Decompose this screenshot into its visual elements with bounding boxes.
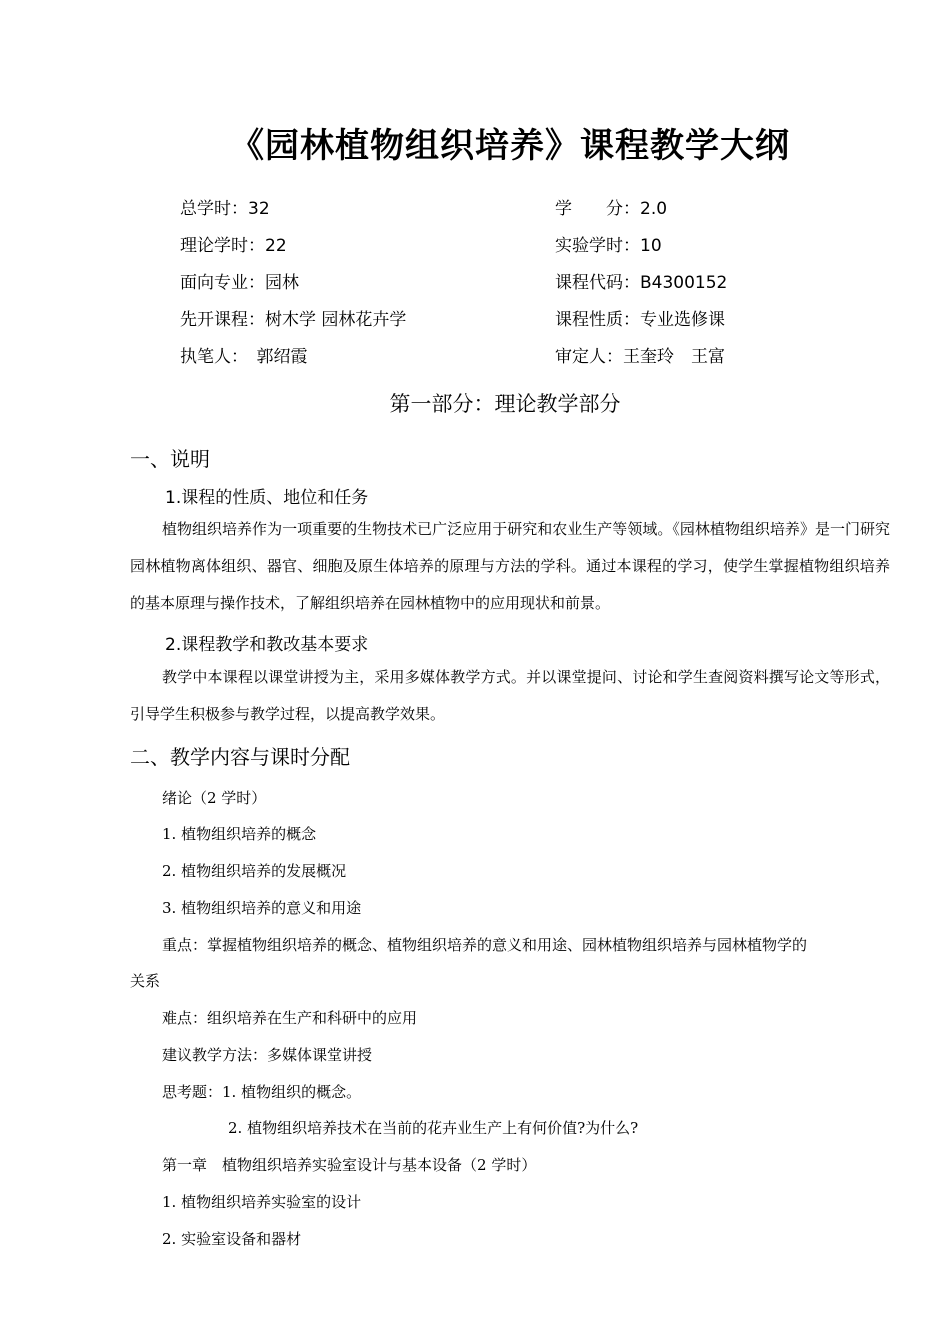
list-item: 3. 植物组织培养的意义和用途 (162, 899, 362, 917)
part1-title: 第一部分：理论教学部分 (389, 392, 621, 416)
key-point-continuation: 关系 (130, 972, 161, 990)
meta-credits: 学 分：2.0 (555, 199, 668, 219)
section1-heading: 一、说明 (130, 447, 210, 471)
question-1: 思考题：1. 植物组织的概念。 (162, 1083, 362, 1101)
section1-sub2: 2.课程教学和教改基本要求 (165, 635, 369, 655)
meta-course-code: 课程代码：B4300152 (555, 273, 728, 293)
chapter1-title: 第一章 植物组织培养实验室设计与基本设备（2 学时） (162, 1156, 537, 1174)
difficulty-line: 难点：组织培养在生产和科研中的应用 (162, 1009, 418, 1027)
list-item: 1. 植物组织培养的概念 (162, 825, 317, 843)
intro-line: 绪论（2 学时） (162, 789, 267, 807)
meta-reviewer: 审定人：王奎玲 王富 (555, 347, 725, 367)
list-item: 1. 植物组织培养实验室的设计 (162, 1193, 362, 1211)
meta-lab-hours: 实验学时：10 (555, 236, 662, 256)
section2-heading: 二、教学内容与课时分配 (130, 745, 350, 769)
question-2: 2. 植物组织培养技术在当前的花卉业生产上有何价值?为什么? (228, 1119, 639, 1137)
meta-course-type: 课程性质：专业选修课 (555, 310, 725, 330)
meta-major: 面向专业：园林 (180, 273, 299, 293)
list-item: 2. 植物组织培养的发展概况 (162, 862, 347, 880)
method-line: 建议教学方法：多媒体课堂讲授 (162, 1046, 373, 1064)
meta-theory-hours: 理论学时：22 (180, 236, 287, 256)
section1-para1: 植物组织培养作为一项重要的生物技术已广泛应用于研究和农业生产等领域。《园林植物组织培养》是一门研究园林植物离体组织、器官、细胞及原生体培养的原理与方法的学科。通过本课程的学习，使学生掌握植物组织培养的基本原理与操作技术，了解组织培养在园林植物中的应用现状和前景。 (130, 520, 890, 612)
meta-author: 执笔人： 郭绍霞 (180, 347, 308, 367)
meta-prerequisites: 先开课程：树木学 园林花卉学 (180, 310, 407, 330)
document-title: 《园林植物组织培养》课程教学大纲 (230, 126, 790, 166)
meta-total-hours: 总学时：32 (180, 199, 270, 219)
list-item: 2. 实验室设备和器材 (162, 1230, 302, 1248)
section1-para2: 教学中本课程以课堂讲授为主，采用多媒体教学方式。并以课堂提问、讨论和学生查阅资料撰写论文等形式，引导学生积极参与教学过程，以提高教学效果。 (130, 668, 890, 723)
key-point-line: 重点：掌握植物组织培养的概念、植物组织培养的意义和用途、园林植物组织培养与园林植物学的 (162, 936, 808, 954)
section1-sub1: 1.课程的性质、地位和任务 (165, 488, 369, 508)
